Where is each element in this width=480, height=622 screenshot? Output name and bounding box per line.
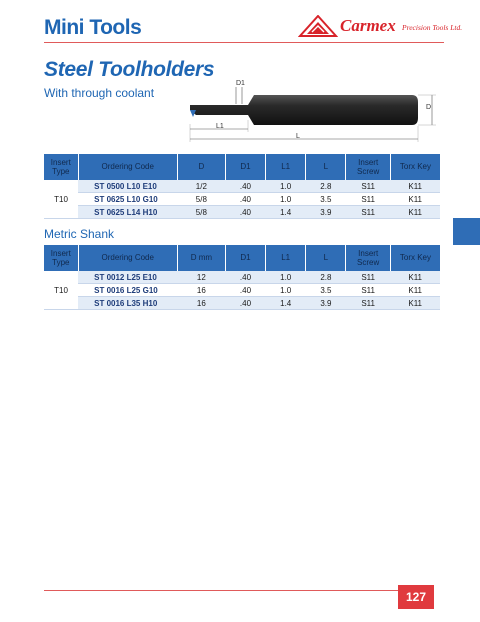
cell-l: 3.9 xyxy=(306,206,346,219)
cell-l: 3.5 xyxy=(320,285,332,295)
col-header: Ordering Code xyxy=(78,154,177,180)
col-header: L xyxy=(306,245,346,271)
cell-d: 16 xyxy=(177,297,225,310)
ordering-code: ST 0012 L25 E10 xyxy=(78,271,177,284)
dim-label-l1: L1 xyxy=(216,123,224,130)
metric-section-title: Metric Shank xyxy=(44,227,115,241)
col-header: D xyxy=(177,154,225,180)
logo-tagline: Precision Tools Ltd. xyxy=(402,23,463,32)
cell-d: 5/8 xyxy=(195,194,207,204)
dim-label-l: L xyxy=(296,133,300,140)
cell-d1: .40 xyxy=(225,180,265,193)
table-row xyxy=(44,180,440,193)
col-header: D mm xyxy=(177,245,225,271)
table-header-row xyxy=(44,154,440,180)
section-side-tab xyxy=(453,218,480,245)
table-row xyxy=(44,271,440,284)
cell-key: K11 xyxy=(408,285,422,295)
cell-d1: .40 xyxy=(225,297,265,310)
page-number: 127 xyxy=(398,585,434,609)
carmex-logo xyxy=(298,15,463,37)
inch-spec-table xyxy=(44,154,440,219)
table-row xyxy=(44,297,440,310)
toolholder-drawing xyxy=(186,80,446,150)
cell-l1: 1.4 xyxy=(266,297,306,310)
table-row xyxy=(44,193,440,206)
dim-label-d: D xyxy=(426,104,432,111)
ordering-code: ST 0016 L25 G10 xyxy=(94,285,158,295)
ordering-code: ST 0500 L10 E10 xyxy=(78,180,177,193)
toolholder-diagram-icon xyxy=(186,80,446,150)
col-header: D1 xyxy=(225,154,265,180)
cell-l1: 1.4 xyxy=(266,206,306,219)
dim-label-d1: D1 xyxy=(236,80,245,87)
cell-screw: S11 xyxy=(346,180,390,193)
cell-screw: S11 xyxy=(361,285,375,295)
col-header: Ordering Code xyxy=(78,245,177,271)
cell-screw: S11 xyxy=(346,297,390,310)
cell-d1: .40 xyxy=(225,206,265,219)
insert-type-cell: T10 xyxy=(44,271,78,310)
cell-d1: .40 xyxy=(225,271,265,284)
table-header-row xyxy=(44,245,440,271)
col-header: Insert Screw xyxy=(346,245,390,271)
cell-screw: S11 xyxy=(346,206,390,219)
cell-screw: S11 xyxy=(346,271,390,284)
cell-l: 3.5 xyxy=(320,194,332,204)
cell-l: 3.9 xyxy=(306,297,346,310)
header-title: Mini Tools xyxy=(44,16,142,39)
footer-divider xyxy=(44,590,434,591)
section-title: Steel Toolholders xyxy=(44,58,215,81)
cell-key: K11 xyxy=(390,180,440,193)
col-header: D1 xyxy=(225,245,265,271)
insert-type-cell: T10 xyxy=(44,180,78,219)
cell-d: 12 xyxy=(177,271,225,284)
col-header: Insert Type xyxy=(44,154,78,180)
cell-key: K11 xyxy=(408,194,422,204)
header-divider xyxy=(44,42,444,43)
cell-d1: .40 xyxy=(239,285,252,295)
logo-brand-name: Carmex xyxy=(340,16,396,35)
cell-key: K11 xyxy=(390,271,440,284)
cell-key: K11 xyxy=(390,297,440,310)
cell-l: 2.8 xyxy=(306,180,346,193)
table-row xyxy=(44,284,440,297)
cell-key: K11 xyxy=(390,206,440,219)
cell-l1: 1.0 xyxy=(266,271,306,284)
col-header: Torx Key xyxy=(390,154,440,180)
metric-spec-table xyxy=(44,245,440,310)
col-header: Insert Screw xyxy=(346,154,390,180)
cell-l: 2.8 xyxy=(306,271,346,284)
ordering-code: ST 0625 L14 H10 xyxy=(78,206,177,219)
cell-l1: 1.0 xyxy=(280,285,292,295)
col-header: L xyxy=(306,154,346,180)
cell-d1: .40 xyxy=(239,194,251,204)
col-header: Torx Key xyxy=(390,245,440,271)
cell-d: 16 xyxy=(196,285,206,295)
cell-d: 5/8 xyxy=(177,206,225,219)
cell-l1: 1.0 xyxy=(266,180,306,193)
cell-l1: 1.0 xyxy=(280,194,292,204)
col-header: L1 xyxy=(266,154,306,180)
ordering-code: ST 0625 L10 G10 xyxy=(94,194,158,204)
ordering-code: ST 0016 L35 H10 xyxy=(78,297,177,310)
cell-screw: S11 xyxy=(361,194,375,204)
col-header: L1 xyxy=(266,245,306,271)
carmex-logo-icon xyxy=(298,15,338,37)
section-subtitle: With through coolant xyxy=(44,86,155,100)
cell-d: 1/2 xyxy=(177,180,225,193)
table-row xyxy=(44,206,440,219)
col-header: Insert Type xyxy=(44,245,78,271)
